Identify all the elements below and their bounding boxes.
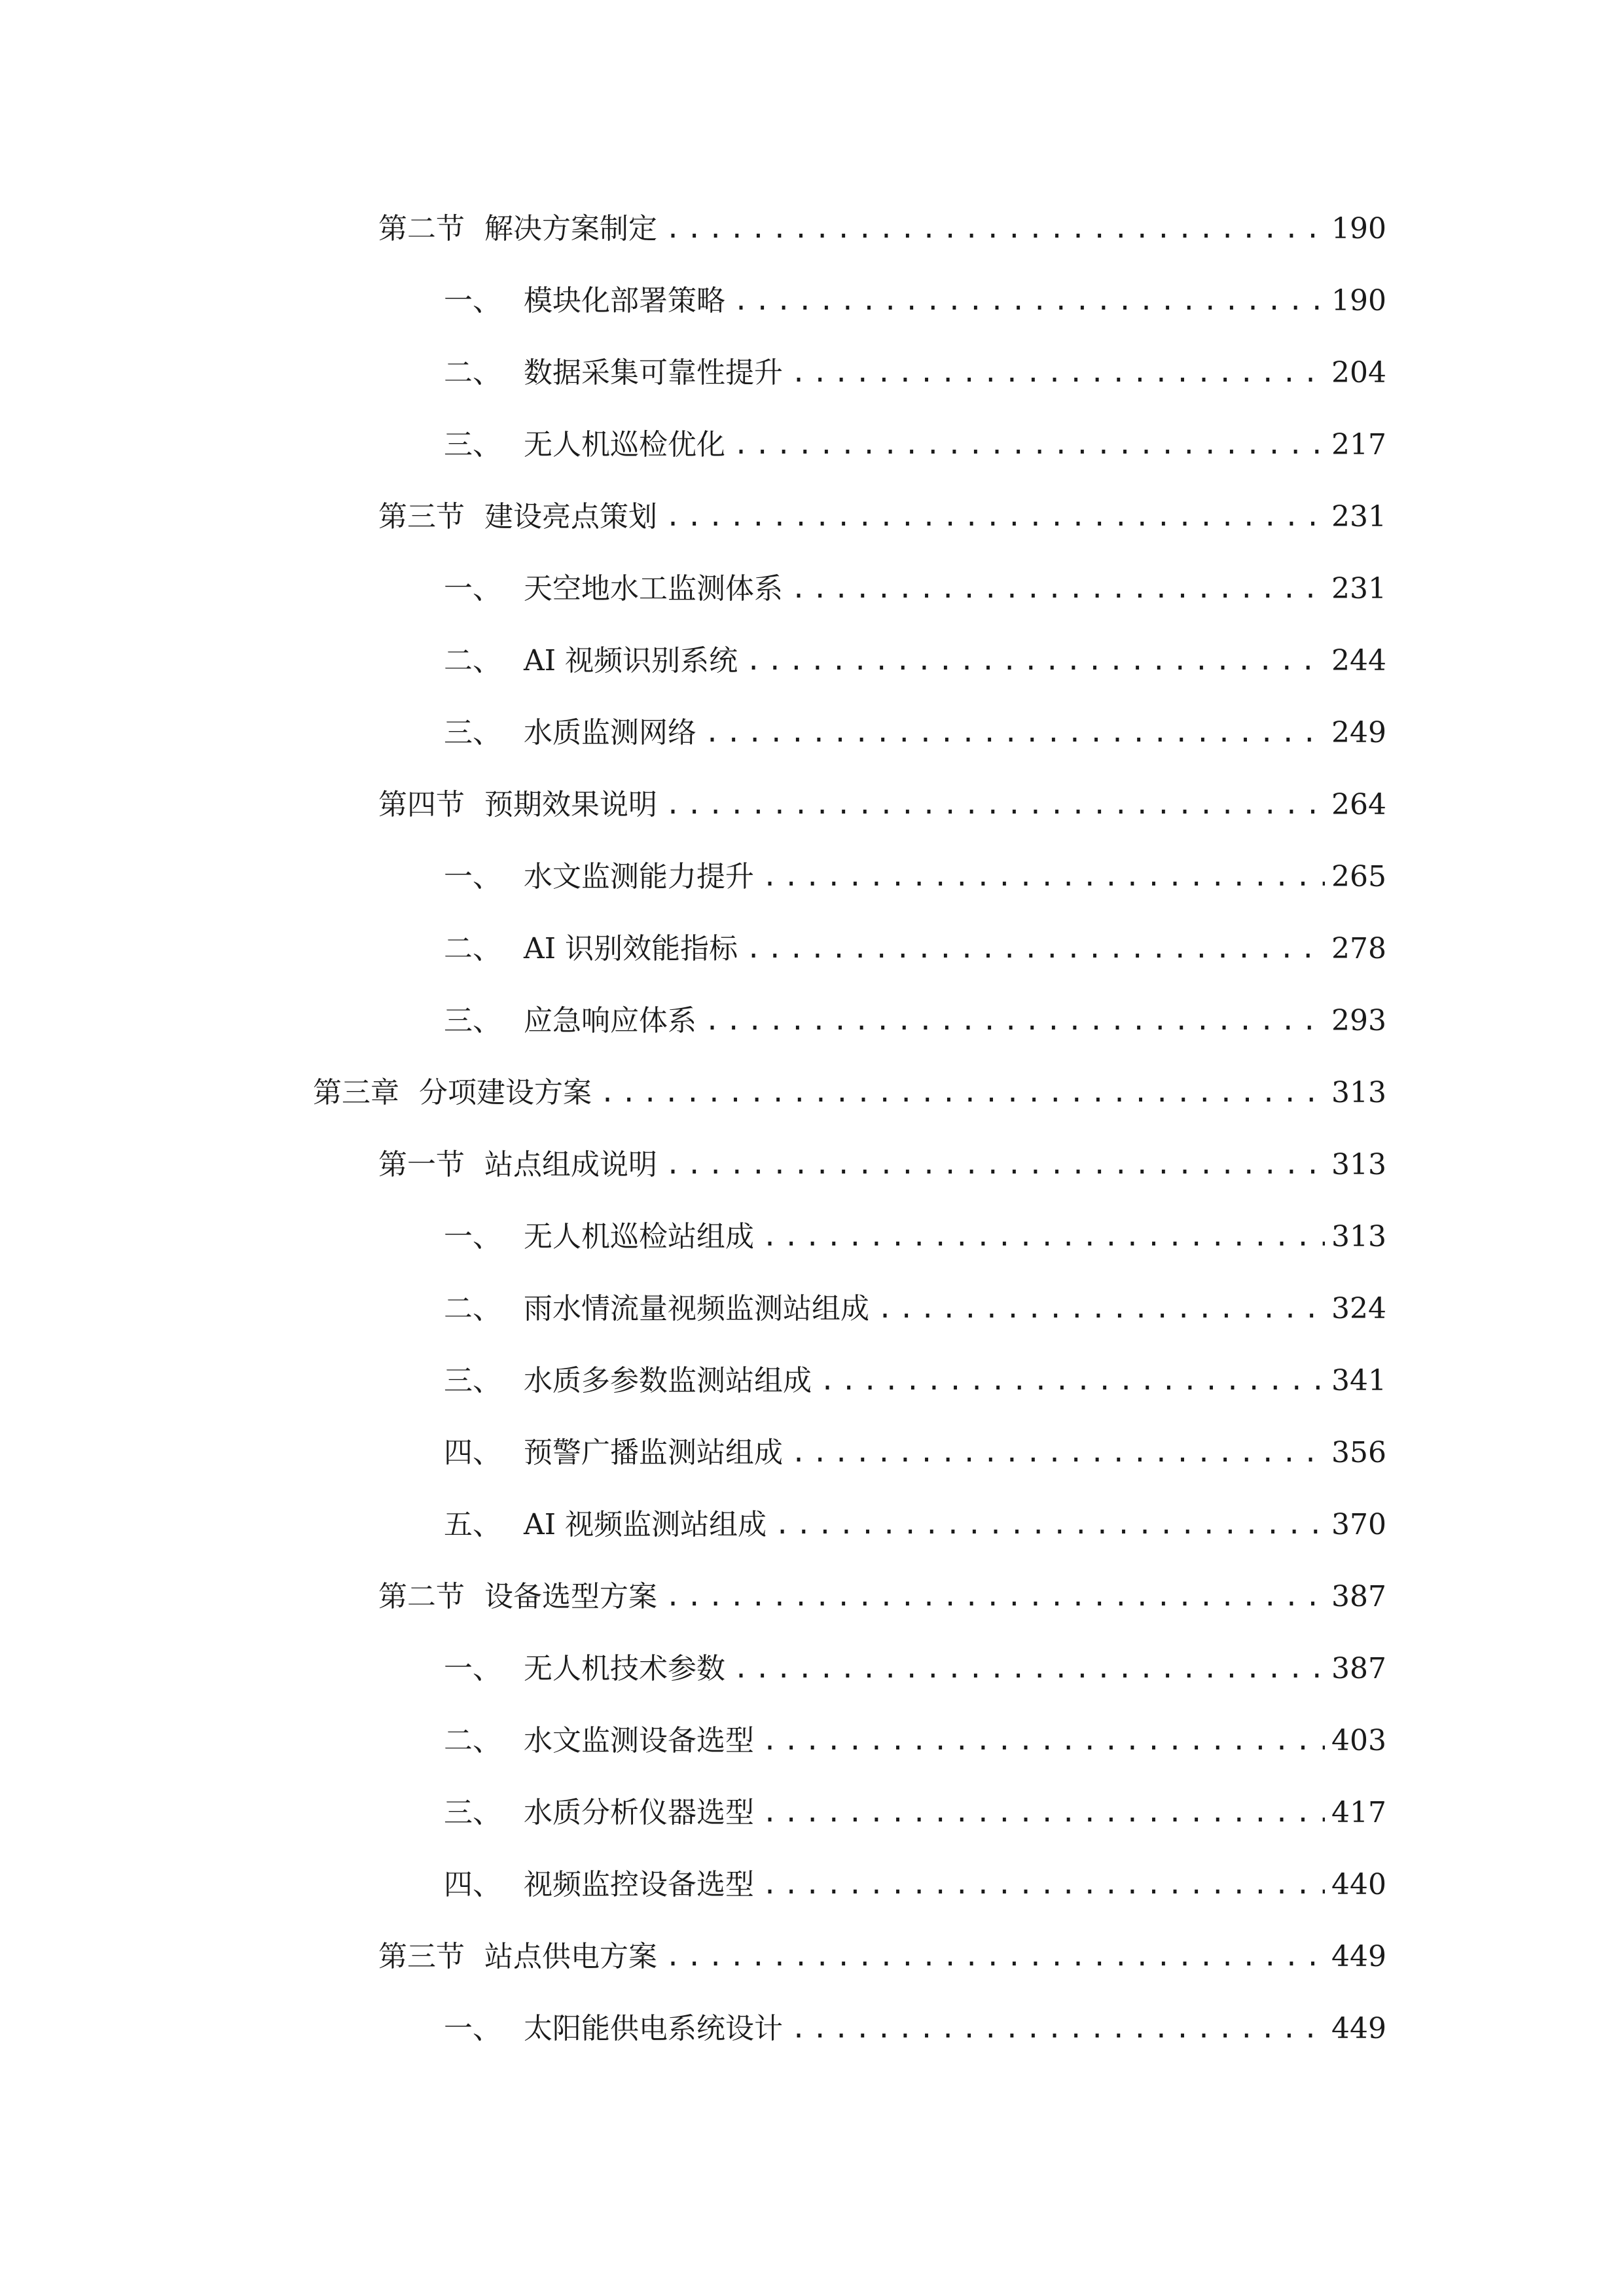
dot-leader bbox=[774, 1499, 1325, 1551]
toc-entry-number: 二、 bbox=[444, 932, 501, 965]
toc-page-number: 190 bbox=[1331, 284, 1386, 317]
toc-entry-number: 四、 bbox=[444, 1868, 501, 1901]
toc-page-number: 387 bbox=[1331, 1580, 1386, 1613]
toc-entry[interactable] bbox=[378, 203, 1384, 255]
toc-entry[interactable] bbox=[444, 923, 1384, 975]
toc-page-number: 370 bbox=[1331, 1508, 1386, 1541]
toc-entry[interactable] bbox=[378, 1139, 1384, 1191]
toc-entry-number: 三、 bbox=[444, 428, 501, 461]
toc-page-number: 204 bbox=[1331, 356, 1386, 389]
toc-entry-number: 第二节 bbox=[378, 1580, 465, 1613]
toc-entry-title: 分项建设方案 bbox=[419, 1076, 592, 1109]
dot-leader bbox=[665, 203, 1325, 255]
dot-leader bbox=[746, 635, 1325, 687]
toc-page-number: 293 bbox=[1331, 1004, 1386, 1037]
toc-entry-title: 水质多参数监测站组成 bbox=[524, 1364, 812, 1397]
toc-page-number: 341 bbox=[1331, 1364, 1386, 1397]
toc-entry[interactable] bbox=[444, 1355, 1384, 1407]
dot-leader bbox=[762, 1211, 1325, 1263]
toc-entry-number: 三、 bbox=[444, 1796, 501, 1829]
toc-entry-number: 第四节 bbox=[378, 788, 465, 821]
dot-leader bbox=[791, 563, 1325, 615]
toc-entry-number: 一、 bbox=[444, 1220, 501, 1253]
toc-entry-title: 太阳能供电系统设计 bbox=[524, 2012, 783, 2045]
toc-entry-title: 解决方案制定 bbox=[484, 212, 657, 245]
toc-entry-title: AI 识别效能指标 bbox=[524, 932, 738, 965]
toc-entry[interactable] bbox=[444, 2003, 1384, 2055]
toc-entry[interactable] bbox=[444, 1427, 1384, 1479]
toc-page-number: 440 bbox=[1331, 1868, 1386, 1901]
toc-page-number: 324 bbox=[1331, 1292, 1386, 1325]
toc-entry[interactable] bbox=[444, 563, 1384, 615]
dot-leader bbox=[762, 1787, 1325, 1839]
dot-leader bbox=[704, 707, 1325, 759]
toc-page-number: 278 bbox=[1331, 932, 1386, 965]
dot-leader bbox=[791, 1427, 1325, 1479]
toc-entry-number: 第三节 bbox=[378, 1940, 465, 1973]
toc-page-number: 231 bbox=[1331, 572, 1386, 605]
toc-page-number: 190 bbox=[1331, 212, 1386, 245]
toc-chapter-entry[interactable] bbox=[313, 1067, 1384, 1119]
toc-entry-number: 二、 bbox=[444, 644, 501, 677]
toc-entry[interactable] bbox=[378, 491, 1384, 543]
toc-entry-number: 二、 bbox=[444, 1292, 501, 1325]
toc-page-number: 449 bbox=[1331, 1940, 1386, 1973]
toc-page-number: 231 bbox=[1331, 500, 1386, 533]
toc-entry-title: 水文监测设备选型 bbox=[524, 1724, 754, 1757]
toc-entry-title: 无人机技术参数 bbox=[524, 1652, 725, 1685]
toc-entry[interactable] bbox=[444, 1499, 1384, 1551]
toc-entry-title: AI 视频识别系统 bbox=[524, 644, 738, 677]
toc-entry-title: 站点组成说明 bbox=[484, 1148, 657, 1181]
dot-leader bbox=[762, 1715, 1325, 1767]
toc-entry[interactable] bbox=[444, 707, 1384, 759]
dot-leader bbox=[733, 275, 1325, 327]
toc-entry-number: 第一节 bbox=[378, 1148, 465, 1181]
toc-page-number: 417 bbox=[1331, 1796, 1386, 1829]
toc-entry-title: 应急响应体系 bbox=[524, 1004, 696, 1037]
toc-entry-title: 模块化部署策略 bbox=[524, 284, 725, 317]
dot-leader bbox=[665, 491, 1325, 543]
toc-entry-title: 设备选型方案 bbox=[484, 1580, 657, 1613]
toc-entry[interactable] bbox=[444, 1715, 1384, 1767]
toc-entry[interactable] bbox=[444, 1283, 1384, 1335]
toc-entry-title: AI 视频监测站组成 bbox=[524, 1508, 767, 1541]
toc-entry-title: 无人机巡检站组成 bbox=[524, 1220, 754, 1253]
toc-entry[interactable] bbox=[378, 1931, 1384, 1983]
toc-entry-number: 一、 bbox=[444, 2012, 501, 2045]
toc-entry-number: 第三节 bbox=[378, 500, 465, 533]
toc-page-number: 217 bbox=[1331, 428, 1386, 461]
dot-leader bbox=[600, 1067, 1325, 1119]
toc-entry-number: 三、 bbox=[444, 1004, 501, 1037]
toc-entry-number: 三、 bbox=[444, 716, 501, 749]
toc-entry[interactable] bbox=[444, 995, 1384, 1047]
toc-entry[interactable] bbox=[444, 635, 1384, 687]
toc-entry-title: 水质监测网络 bbox=[524, 716, 696, 749]
dot-leader bbox=[665, 1931, 1325, 1983]
toc-entry-number: 四、 bbox=[444, 1436, 501, 1469]
dot-leader bbox=[665, 1571, 1325, 1623]
toc-entry[interactable] bbox=[444, 1643, 1384, 1695]
dot-leader bbox=[791, 2003, 1325, 2055]
toc-entry-number: 第二节 bbox=[378, 212, 465, 245]
toc-entry-title: 雨水情流量视频监测站组成 bbox=[524, 1292, 869, 1325]
toc-entry-number: 五、 bbox=[444, 1508, 501, 1541]
toc-entry-number: 二、 bbox=[444, 1724, 501, 1757]
toc-entry-number: 第三章 bbox=[313, 1076, 399, 1109]
toc-page-number: 313 bbox=[1331, 1148, 1386, 1181]
toc-entry[interactable] bbox=[378, 779, 1384, 831]
toc-entry-title: 天空地水工监测体系 bbox=[524, 572, 783, 605]
dot-leader bbox=[733, 419, 1325, 471]
toc-page-number: 356 bbox=[1331, 1436, 1386, 1469]
toc-entry-title: 水质分析仪器选型 bbox=[524, 1796, 754, 1829]
dot-leader bbox=[762, 1859, 1325, 1911]
toc-entry-number: 二、 bbox=[444, 356, 501, 389]
toc-entry-number: 一、 bbox=[444, 1652, 501, 1685]
toc-entry-title: 建设亮点策划 bbox=[484, 500, 657, 533]
toc-entry-title: 视频监控设备选型 bbox=[524, 1868, 754, 1901]
toc-page-number: 265 bbox=[1331, 860, 1386, 893]
dot-leader bbox=[704, 995, 1325, 1047]
toc-entry[interactable] bbox=[444, 1859, 1384, 1911]
toc-entry-title: 预期效果说明 bbox=[484, 788, 657, 821]
dot-leader bbox=[877, 1283, 1325, 1335]
toc-entry[interactable] bbox=[444, 851, 1384, 903]
toc-entry-number: 一、 bbox=[444, 572, 501, 605]
toc-entry[interactable] bbox=[444, 419, 1384, 471]
toc-entry-title: 站点供电方案 bbox=[484, 1940, 657, 1973]
toc-entry-number: 三、 bbox=[444, 1364, 501, 1397]
toc-entry[interactable] bbox=[444, 275, 1384, 327]
dot-leader bbox=[791, 347, 1325, 399]
toc-entry-title: 水文监测能力提升 bbox=[524, 860, 754, 893]
toc-entry-number: 一、 bbox=[444, 860, 501, 893]
toc-page-number: 313 bbox=[1331, 1220, 1386, 1253]
toc-page-number: 313 bbox=[1331, 1076, 1386, 1109]
toc-page-number: 244 bbox=[1331, 644, 1386, 677]
toc-entry[interactable] bbox=[444, 1787, 1384, 1839]
toc-page-number: 403 bbox=[1331, 1724, 1386, 1757]
toc-entry-title: 数据采集可靠性提升 bbox=[524, 356, 783, 389]
dot-leader bbox=[746, 923, 1325, 975]
toc-entry[interactable] bbox=[444, 1211, 1384, 1263]
toc-entry[interactable] bbox=[444, 347, 1384, 399]
toc-entry-title: 无人机巡检优化 bbox=[524, 428, 725, 461]
dot-leader bbox=[762, 851, 1325, 903]
dot-leader bbox=[820, 1355, 1325, 1407]
toc-entry-title: 预警广播监测站组成 bbox=[524, 1436, 783, 1469]
toc-page-number: 264 bbox=[1331, 788, 1386, 821]
toc-page-number: 387 bbox=[1331, 1652, 1386, 1685]
toc-entry[interactable] bbox=[378, 1571, 1384, 1623]
toc-page-number: 449 bbox=[1331, 2012, 1386, 2045]
dot-leader bbox=[665, 779, 1325, 831]
dot-leader bbox=[665, 1139, 1325, 1191]
toc-page-number: 249 bbox=[1331, 716, 1386, 749]
toc-entry-number: 一、 bbox=[444, 284, 501, 317]
dot-leader bbox=[733, 1643, 1325, 1695]
